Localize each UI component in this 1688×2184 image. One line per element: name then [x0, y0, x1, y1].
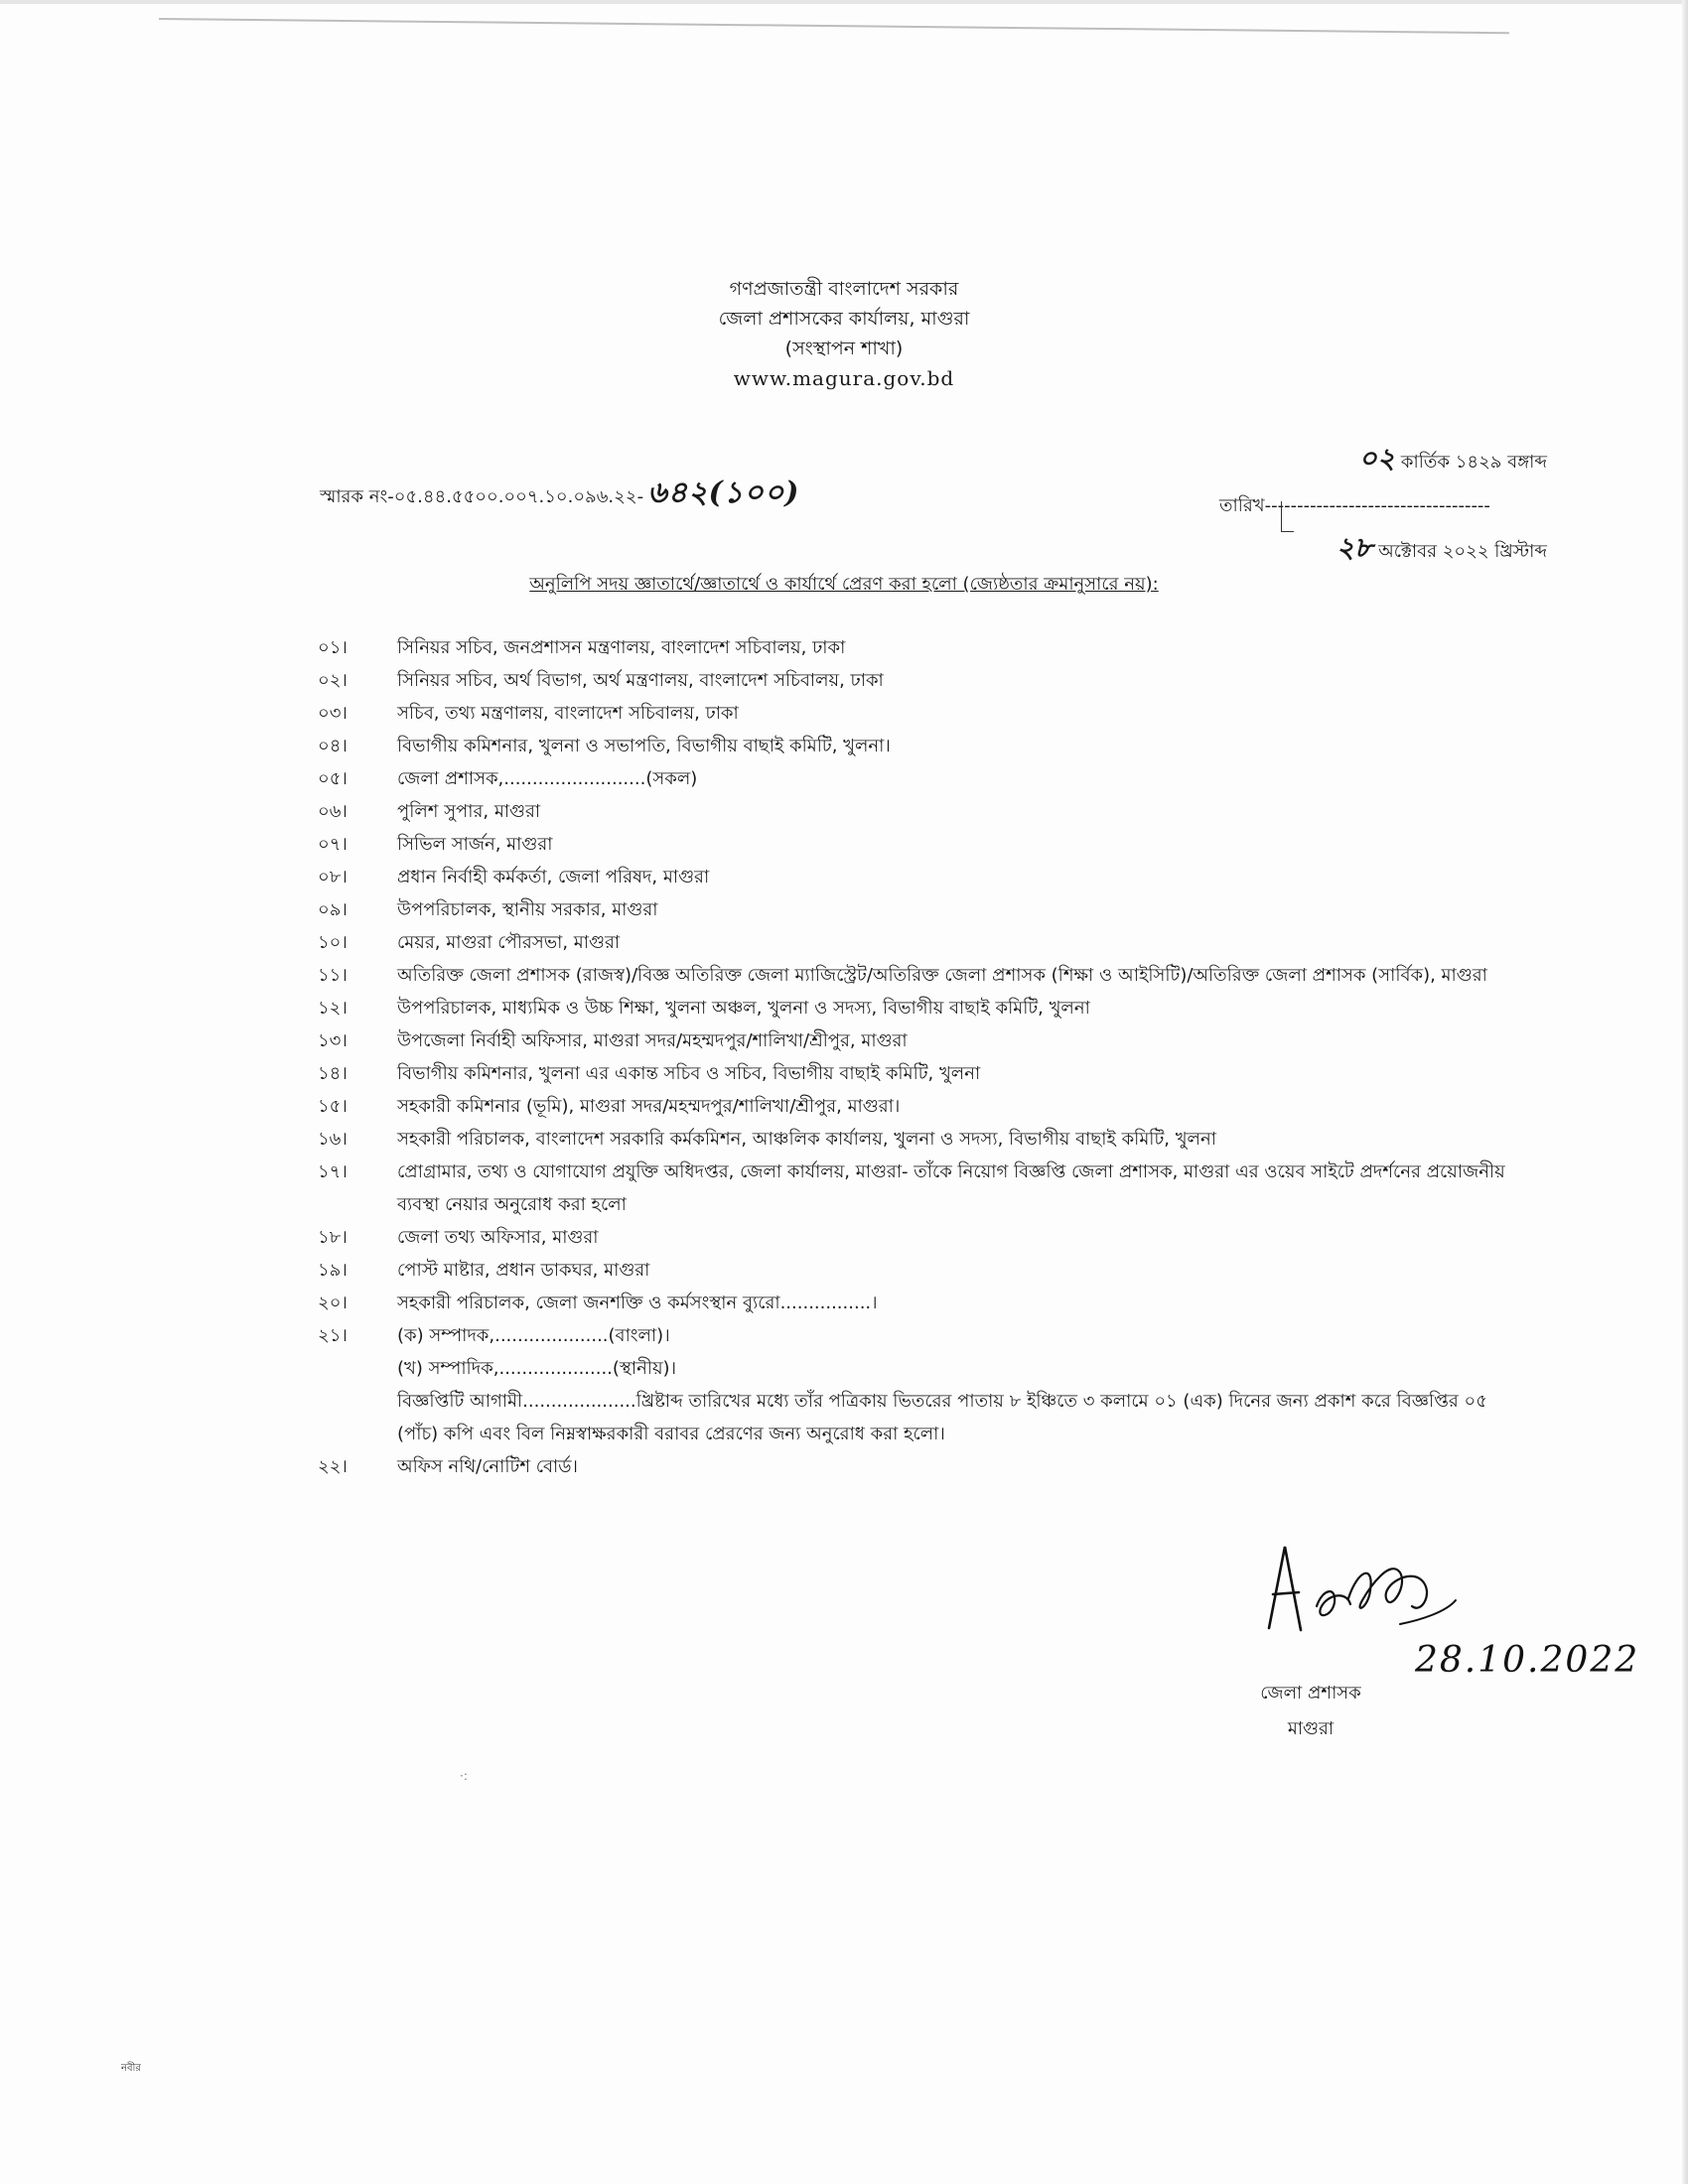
item-text: সহকারী কমিশনার (ভূমি), মাগুরা সদর/মহম্মদপুর/শালিখা/শ্রীপুর, মাগুরা। [397, 1096, 901, 1117]
item-number: ১৮। [318, 1227, 348, 1248]
item-text: সিনিয়র সচিব, অর্থ বিভাগ, অর্থ মন্ত্রণালয়, বাংলাদেশ সচিবালয়, ঢাকা [397, 670, 884, 691]
memo-number [320, 469, 799, 519]
list-item [318, 1254, 1509, 1287]
bangla-date [1219, 437, 1547, 483]
item-number: ১৯। [318, 1260, 348, 1281]
scan-edge-top [0, 0, 1688, 4]
item-number: ১৫। [318, 1096, 348, 1117]
memo-prefix: স্মারক নং-০৫.৪৪.৫৫০০.০০৭.১০.০৯৬.২২- [320, 486, 644, 507]
item-number: ১০। [318, 932, 348, 953]
item-text: সিনিয়র সচিব, জনপ্রশাসন মন্ত্রণালয়, বাংলাদেশ সচিবালয়, ঢাকা [397, 637, 846, 658]
item-number: ০১। [318, 637, 348, 658]
item-text: পুলিশ সুপার, মাগুরা [397, 801, 541, 822]
date-block [1219, 437, 1547, 573]
list-item [318, 1287, 1509, 1319]
item-number: ১১। [318, 965, 348, 986]
signature-scrawl [1251, 1529, 1470, 1648]
gregorian-date-day: ২৮ [1336, 531, 1373, 564]
signatory-designation [1241, 1676, 1380, 1747]
item-number: ১৩। [318, 1030, 348, 1051]
list-item [318, 1123, 1509, 1156]
list-item [318, 631, 1509, 664]
item-number: ০৬। [318, 801, 348, 822]
item-text: সহকারী পরিচালক, বাংলাদেশ সরকারি কর্মকমিশন, আঞ্চলিক কার্যালয়, খুলনা ও সদস্য, বিভাগীয় বাছাই কমিটি, খুলনা [397, 1129, 1216, 1150]
item-text: অফিস নথি/নোটিশ বোর্ড। [397, 1456, 578, 1477]
item-number: ০২। [318, 670, 348, 691]
list-item [318, 861, 1509, 893]
item-text: সহকারী পরিচালক, জেলা জনশক্তি ও কর্মসংস্থান ব্যুরো................। [397, 1293, 878, 1313]
list-item [318, 1450, 1509, 1483]
item-text: মেয়র, মাগুরা পৌরসভা, মাগুরা [397, 932, 621, 953]
item-text: অতিরিক্ত জেলা প্রশাসক (রাজস্ব)/বিজ্ঞ অতিরিক্ত জেলা ম্যাজিস্ট্রেট/অতিরিক্ত জেলা প্রশাসক (শিক্ষা ও আইসিটি)/অতিরিক্ত জেলা প্রশাসক (সার্বিক), মাগুরা [397, 965, 1487, 986]
list-item [318, 926, 1509, 959]
item-21-sub-b: (খ) সম্পাদিক,....................(স্থানীয়)। [397, 1358, 677, 1379]
list-item [318, 1319, 1509, 1352]
letterhead [0, 274, 1688, 393]
website-link[interactable]: www.magura.gov.bd [733, 366, 955, 390]
item-number: ০৯। [318, 899, 348, 920]
list-item [318, 1090, 1509, 1123]
item-number: ১৬। [318, 1129, 348, 1150]
scan-fold-line [159, 18, 1509, 34]
item-text: পোস্ট মাষ্টার, প্রধান ডাকঘর, মাগুরা [397, 1260, 650, 1281]
list-item [318, 828, 1509, 861]
item-number: ২২। [318, 1456, 348, 1477]
item-text: সচিব, তথ্য মন্ত্রণালয়, বাংলাদেশ সচিবালয়, ঢাকা [397, 703, 739, 724]
list-item [318, 1221, 1509, 1254]
list-item [318, 664, 1509, 697]
scan-speck: ·: [460, 1769, 468, 1783]
item-number: ০৭। [318, 834, 348, 855]
item-text: প্রোগ্রামার, তথ্য ও যোগাযোগ প্রযুক্তি অধিদপ্তর, জেলা কার্যালয়, মাগুরা- তাঁকে নিয়োগ বিজ্ঞপ্তি জেলা প্রশাসক, মাগুরা এর ওয়েব সাইটে প্রদর্শনের প্রয়োজনীয় ব্যবস্থা নেয়ার অনুরোধ করা হলো [397, 1161, 1505, 1215]
item-number: ২০। [318, 1293, 348, 1313]
govt-name: গণপ্রজাতন্ত্রী বাংলাদেশ সরকার [729, 278, 959, 300]
bangla-date-day: ০২ [1358, 442, 1395, 475]
bangla-date-rest: কার্তিক ১৪২৯ বঙ্গাব্দ [1400, 452, 1547, 473]
list-item [318, 730, 1509, 762]
list-item [318, 1024, 1509, 1057]
item-number: ০৫। [318, 768, 348, 789]
item-text: জেলা তথ্য অফিসার, মাগুরা [397, 1227, 599, 1248]
item-text: প্রধান নির্বাহী কর্মকর্তা, জেলা পরিষদ, মাগুরা [397, 867, 710, 887]
item-number: ০৪। [318, 736, 348, 756]
gregorian-date-rest: অক্টোবর ২০২২ খ্রিস্টাব্দ [1378, 541, 1547, 562]
section-name: (সংস্থাপন শাখা) [784, 338, 904, 359]
office-name: জেলা প্রশাসকের কার্যালয়, মাগুরা [718, 308, 970, 330]
item-number: ১৭। [318, 1161, 348, 1182]
item-number: ১২। [318, 998, 348, 1019]
item-number: ১৪। [318, 1063, 348, 1084]
item-number: ০৮। [318, 867, 348, 887]
distribution-title-text: অনুলিপি সদয় জ্ঞাতার্থে/জ্ঞাতার্থে ও কার্যার্থে প্রেরণ করা হলো (জ্যেষ্ঠতার ক্রমানুসারে নয়): [529, 574, 1159, 595]
list-item [318, 1057, 1509, 1090]
item-text: বিভাগীয় কমিশনার, খুলনা এর একান্ত সচিব ও সচিব, বিভাগীয় বাছাই কমিটি, খুলনা [397, 1063, 981, 1084]
signatory-title: জেলা প্রশাসক [1260, 1683, 1361, 1704]
item-text: বিভাগীয় কমিশনার, খুলনা ও সভাপতি, বিভাগীয় বাছাই কমিটি, খুলনা। [397, 736, 891, 756]
date-bracket [1281, 501, 1294, 532]
signature-date: 28.10.2022 [1415, 1640, 1640, 1681]
list-item [318, 893, 1509, 926]
gregorian-date [1219, 526, 1547, 573]
signatory-place: মাগুরা [1287, 1718, 1335, 1739]
memo-handwritten-number: ৬৪২(১০০) [647, 476, 800, 510]
distribution-title [0, 570, 1688, 601]
list-item [318, 762, 1509, 795]
item-number: ২১। [318, 1325, 348, 1346]
item-text: সিভিল সার্জন, মাগুরা [397, 834, 553, 855]
list-item [318, 992, 1509, 1024]
item-text: উপপরিচালক, মাধ্যমিক ও উচ্চ শিক্ষা, খুলনা অঞ্চল, খুলনা ও সদস্য, বিভাগীয় বাছাই কমিটি, খুলনা [397, 998, 1090, 1019]
item-21-notice: বিজ্ঞপ্তিটি আগামী....................খ্রিষ্টাব্দ তারিখের মধ্যে তাঁর পত্রিকায় ভিতরের পাতায় ৮ ইঞ্চিতে ৩ কলামে ০১ (এক) দিনের জন্য প্রকাশ করে বিজ্ঞপ্তির ০৫ (পাঁচ) কপি এবং বিল নিম্নস্বাক্ষরকারী বরাবর প্রেরণের জন্য অনুরোধ করা হলো। [397, 1391, 1487, 1444]
list-item [318, 959, 1509, 992]
item-number: ০৩। [318, 703, 348, 724]
item-text: (ক) সম্পাদক,....................(বাংলা)। [397, 1325, 670, 1346]
item-text: উপজেলা নির্বাহী অফিসার, মাগুরা সদর/মহম্মদপুর/শালিখা/শ্রীপুর, মাগুরা [397, 1030, 908, 1051]
item-text: উপপরিচালক, স্থানীয় সরকার, মাগুরা [397, 899, 658, 920]
item-text: জেলা প্রশাসক,.........................(সকল) [397, 768, 698, 789]
date-label: তারিখ----------------------------------- [1219, 495, 1490, 516]
distribution-list [318, 631, 1509, 1483]
footer-initial: নবীর [121, 2063, 141, 2074]
list-item [318, 1156, 1509, 1221]
list-item [318, 697, 1509, 730]
list-item [318, 795, 1509, 828]
